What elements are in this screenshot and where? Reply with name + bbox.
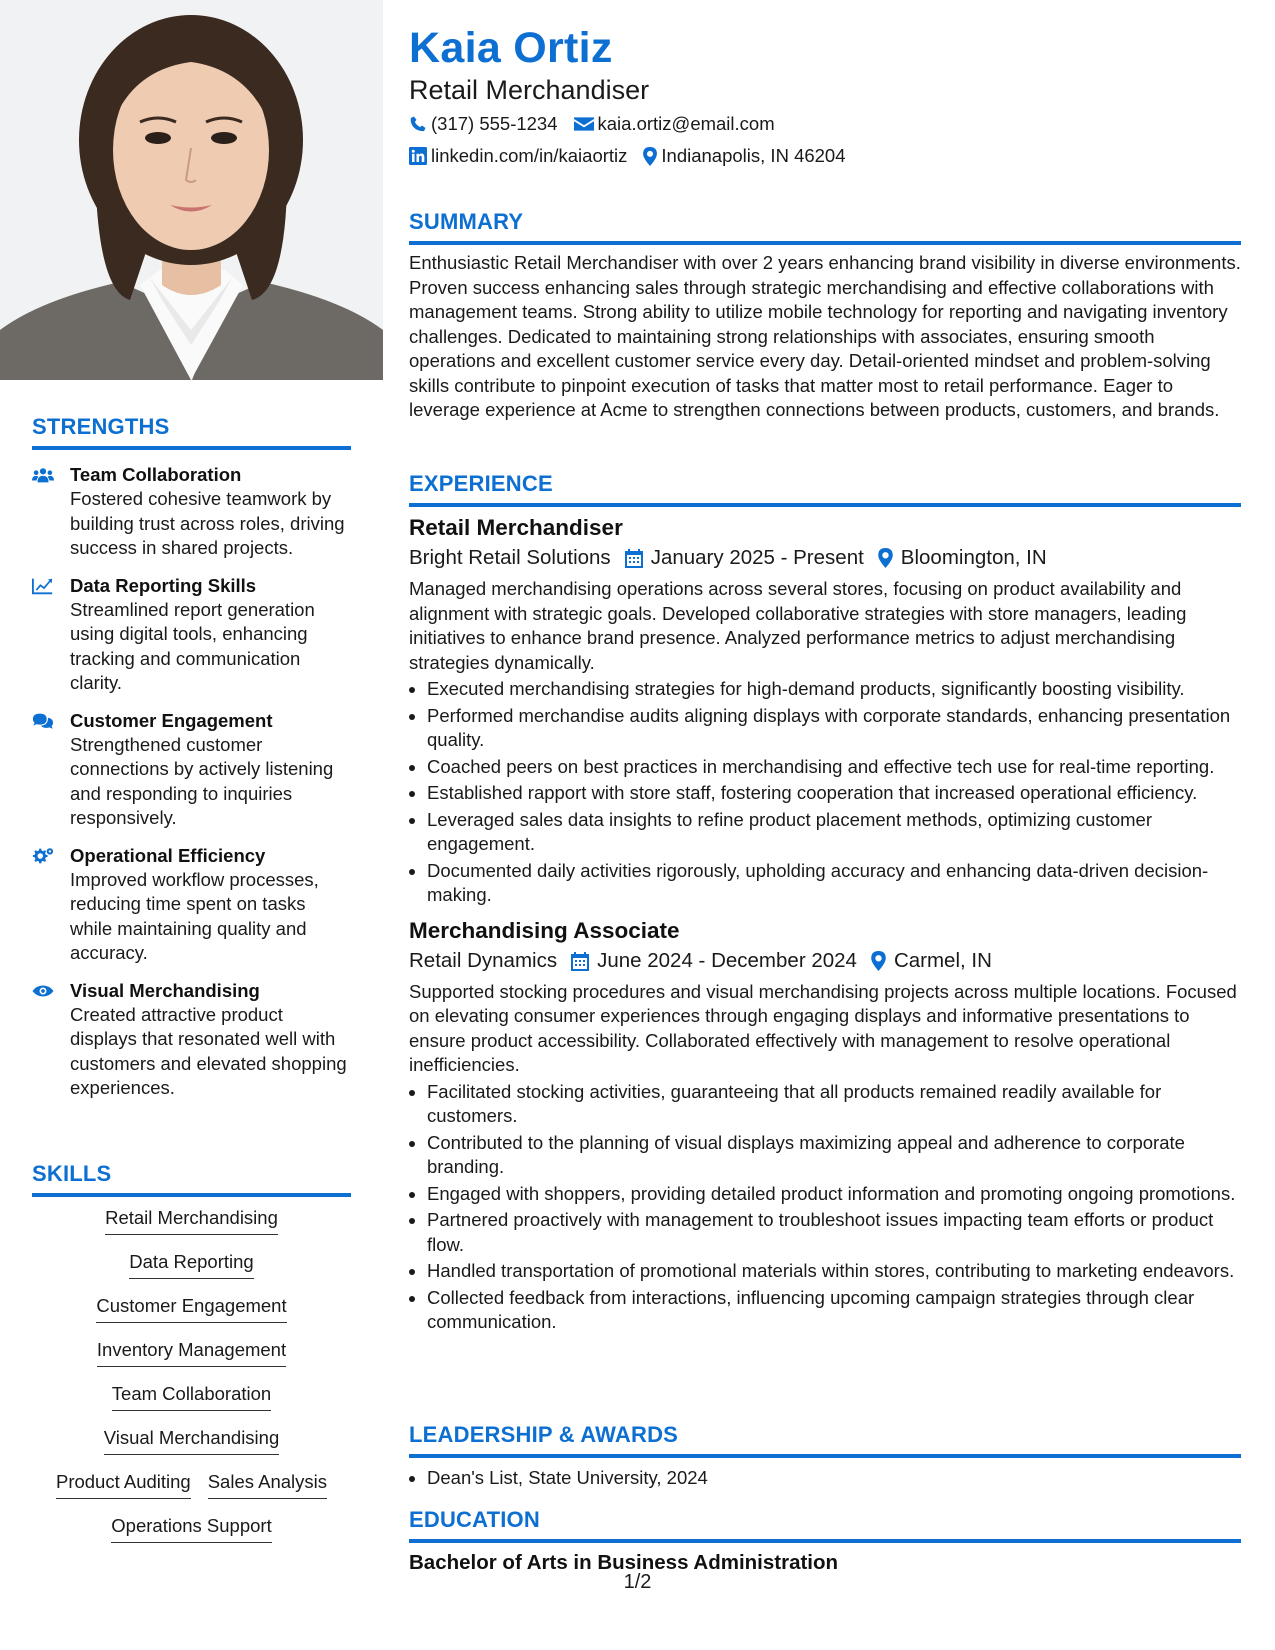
summary-section	[409, 209, 1241, 423]
summary-heading: SUMMARY	[409, 209, 1241, 245]
skill-tag: Customer Engagement	[96, 1294, 286, 1323]
linkedin-icon	[409, 147, 427, 165]
strengths-section	[32, 414, 351, 1101]
strength-title: Visual Merchandising	[70, 979, 260, 1001]
list-item: • Facilitated stocking activities, guaranteeing that all products remained readily available for customers.	[427, 1080, 1241, 1129]
list-item: • Coached peers on best practices in merchandising and effective tech use for real-time reporting.	[427, 755, 1241, 780]
list-item: • Engaged with shoppers, providing detailed product information and promoting ongoing promotions.	[427, 1182, 1241, 1207]
skills-list	[32, 1206, 351, 1543]
page-number: 1/2	[623, 1571, 652, 1593]
strength-item	[32, 844, 351, 966]
job-dates: June 2024 - December 2024	[597, 948, 857, 972]
job-entry	[409, 513, 1241, 908]
experience-section	[409, 471, 1241, 1337]
job-dates: January 2025 - Present	[650, 546, 864, 569]
strength-description: Created attractive product displays that resonated well with customers and elevated shopping experiences.	[70, 1003, 347, 1098]
contact-row	[409, 113, 775, 135]
leadership-section	[409, 1422, 1241, 1493]
skill-tag: Product Auditing	[56, 1470, 191, 1499]
strength-item	[32, 574, 351, 696]
list-item: • Established rapport with store staff, fostering cooperation that increased operational efficiency.	[427, 781, 1241, 806]
list-item: • Dean's List, State University, 2024	[427, 1466, 1241, 1491]
skill-tag: Operations Support	[111, 1514, 271, 1543]
strength-title: Customer Engagement	[70, 709, 273, 731]
location-text: Indianapolis, IN 46204	[661, 145, 846, 166]
contact-row	[409, 145, 846, 167]
summary-text: Enthusiastic Retail Merchandiser with over 2 years enhancing brand visibility in diverse environments. Proven success enhancing sales through strategic merchandising and effective collaborations with management teams. Strong ability to utilize mobile technology for reporting and navigating inventory challenges. Dedicated to maintaining strong relationships with associates, ensuring smooth operations and excellent customer service every day. Detail-oriented mindset and problem-solving skills contribute to pinpoint execution of tasks that matter most to retail performance. Eager to leverage experience at Acme to strengthen connections between products, customers, and brands.	[409, 252, 1241, 420]
job-bullets	[409, 1080, 1241, 1335]
calendar-icon	[625, 548, 643, 568]
users-icon	[32, 463, 70, 561]
job-location: Bloomington, IN	[900, 546, 1047, 569]
list-item: • Leveraged sales data insights to refine product placement methods, optimizing customer engagement.	[427, 808, 1241, 857]
left-column	[0, 0, 383, 1650]
list-item: • Partnered proactively with management to troubleshoot issues impacting team efforts or product flow.	[427, 1208, 1241, 1257]
job-meta	[409, 946, 1241, 976]
strength-title: Team Collaboration	[70, 464, 242, 485]
list-item: • Contributed to the planning of visual displays maximizing appeal and adherence to corporate branding.	[427, 1131, 1241, 1180]
phone-icon	[409, 115, 427, 133]
job-title: Merchandising Associate	[409, 917, 680, 943]
candidate-name: Kaia Ortiz	[409, 24, 613, 72]
strength-description: Fostered cohesive teamwork by building trust across roles, driving success in shared projects.	[70, 488, 345, 558]
location-pin-icon	[871, 951, 886, 971]
strength-item	[32, 979, 351, 1101]
job-meta	[409, 543, 1241, 573]
strength-description: Improved workflow processes, reducing time spent on tasks while maintaining quality and accuracy.	[70, 868, 319, 963]
strength-item	[32, 709, 351, 831]
list-item: • Documented daily activities rigorously, upholding accuracy and enhancing data-driven decision-making.	[427, 859, 1241, 908]
job-company: Bright Retail Solutions	[409, 546, 611, 569]
education-heading: EDUCATION	[409, 1507, 1241, 1543]
education-section	[409, 1507, 1241, 1577]
eye-icon	[32, 979, 70, 1101]
skills-section	[32, 1161, 351, 1558]
strengths-heading: STRENGTHS	[32, 414, 351, 450]
strength-description: Strengthened customer connections by actively listening and responding to inquiries responsively.	[70, 733, 334, 828]
list-item: • Performed merchandise audits aligning displays with corporate standards, enhancing presentation quality.	[427, 704, 1241, 753]
candidate-title: Retail Merchandiser	[409, 75, 650, 105]
skills-heading: SKILLS	[32, 1161, 351, 1197]
job-description: Supported stocking procedures and visual merchandising projects across multiple locations. Focused on elevating consumer experiences through engaging displays and informative presentations to ensure product accessibility. Collaborated effectively with management to resolve operational inefficiencies.	[409, 980, 1237, 1075]
envelope-icon	[574, 116, 594, 132]
location-pin-icon	[878, 548, 893, 568]
gears-icon	[32, 844, 70, 966]
skill-tag: Visual Merchandising	[104, 1426, 280, 1455]
skill-tag: Data Reporting	[129, 1250, 253, 1279]
strength-item	[32, 463, 351, 561]
skill-tag: Team Collaboration	[112, 1382, 271, 1411]
skill-tag: Sales Analysis	[208, 1470, 327, 1499]
strength-title: Operational Efficiency	[70, 844, 266, 866]
profile-photo	[0, 0, 383, 380]
list-item: • Collected feedback from interactions, influencing upcoming campaign strategies through clear communication.	[427, 1286, 1241, 1335]
location-pin-icon	[643, 147, 657, 166]
skill-tag: Inventory Management	[97, 1338, 286, 1367]
job-bullets	[409, 677, 1241, 908]
linkedin-link[interactable]: linkedin.com/in/kaiaortiz	[431, 145, 628, 166]
email-link[interactable]: kaia.ortiz@email.com	[597, 113, 775, 134]
job-company: Retail Dynamics	[409, 948, 558, 972]
list-item: • Handled transportation of promotional materials within stores, contributing to marketing endeavors.	[427, 1259, 1241, 1284]
leadership-heading: LEADERSHIP & AWARDS	[409, 1422, 1241, 1458]
job-entry	[409, 916, 1241, 1335]
education-degree: Bachelor of Arts in Business Administration	[409, 1551, 839, 1574]
list-item: • Executed merchandising strategies for high-demand products, significantly boosting visibility.	[427, 677, 1241, 702]
leadership-list	[409, 1466, 1241, 1491]
chart-line-icon	[32, 574, 70, 696]
strength-description: Streamlined report generation using digital tools, enhancing tracking and communication clarity.	[70, 598, 315, 693]
comments-icon	[32, 709, 70, 831]
skill-tag: Retail Merchandising	[105, 1206, 278, 1235]
strength-title: Data Reporting Skills	[70, 574, 257, 596]
job-description: Managed merchandising operations across several stores, focusing on product availability and alignment with strategic goals. Developed collaborative strategies with store managers, leading initiatives to enhance brand presence. Analyzed performance metrics to adjust merchandising strategies dynamically.	[409, 578, 1187, 673]
job-title: Retail Merchandiser	[409, 515, 623, 540]
phone-number[interactable]: (317) 555-1234	[431, 113, 558, 134]
job-location: Carmel, IN	[893, 948, 992, 972]
experience-heading: EXPERIENCE	[409, 471, 1241, 507]
calendar-icon	[571, 951, 589, 971]
